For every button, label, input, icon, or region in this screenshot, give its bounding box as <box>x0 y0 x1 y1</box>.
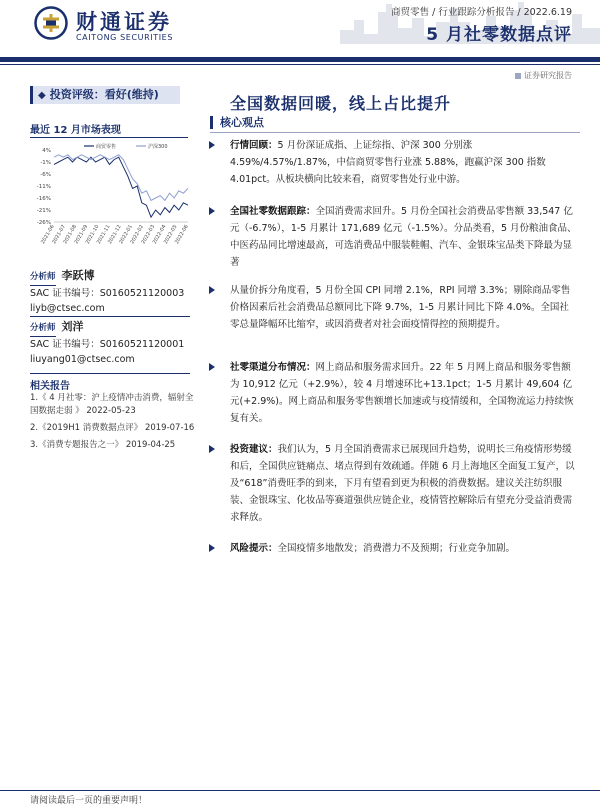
performance-rule <box>30 137 188 138</box>
x-tick-label: 2021-12 <box>107 224 123 246</box>
related-reports-title: 相关报告 <box>30 381 70 392</box>
x-tick-label: 2021-07 <box>51 224 67 246</box>
para-retail-tracking <box>209 203 577 271</box>
para-body: 全国疫情多地散发；消费潜力不及预期；行业竞争加剧。 <box>277 543 516 554</box>
market-performance-chart <box>26 140 194 262</box>
para-channel <box>209 359 577 427</box>
bullet-icon <box>209 207 215 215</box>
bullet-icon <box>209 141 215 149</box>
y-tick-label: 4% <box>42 148 51 154</box>
tag-square-icon <box>515 73 521 79</box>
report-title: 5 月社零数据点评 <box>426 25 572 45</box>
analyst-separator <box>30 316 190 317</box>
analyst-1-label: 分析师 <box>30 270 56 286</box>
x-tick-label: 2022-04 <box>151 224 168 246</box>
bullet-icon <box>209 286 215 294</box>
analyst-2-name: 刘洋 <box>61 320 84 333</box>
para-head: 全国社零数据跟踪： <box>230 206 316 217</box>
rating-text: 投资评级：看好(维持) <box>49 88 159 101</box>
x-tick-label: 2021-09 <box>73 224 90 246</box>
investment-rating <box>30 86 180 104</box>
para-body: 全国消费需求回升。5 月份全国社会消费品零售额 33,547 亿元（-6.7%），1-5 月累计 171,689 亿元（-1.5%）。分品类看，5 月份粮油食品、中医药品同比增速最高，可选消费品中服装鞋帽、汽车、金银珠宝品类下降最为显著 <box>230 206 577 268</box>
analyst-2-sac: SAC 证书编号：S0160521120001 <box>30 339 185 350</box>
y-tick-label: -1% <box>40 160 51 166</box>
related-reports-list <box>30 392 198 456</box>
para-head: 行情回顾： <box>230 140 278 151</box>
related-separator <box>30 373 190 374</box>
caitong-logo-icon <box>34 6 68 40</box>
y-tick-label: -11% <box>36 184 51 190</box>
key-views-title: 核心观点 <box>210 116 264 129</box>
analyst-2 <box>30 319 190 367</box>
para-investment-advice <box>209 441 577 526</box>
report-type-tag <box>515 70 572 81</box>
x-tick-label: 2022-03 <box>140 224 157 246</box>
para-body: 网上商品和服务需求回升。22 年 5 月网上商品和服务零售额为 10,912 亿元（+2.9%），较 4 月增速环比+13.1pct；1-5 月累计 49,604 亿元(+2.9%)。网上商品和服务零售额增长加速或与疫情缓和，全国物流运力持续恢复有关。 <box>230 362 574 424</box>
diamond-icon: ◆ <box>38 90 46 101</box>
para-body: 从量价拆分角度看，5 月份全国 CPI 同增 2.1%，RPI 同增 3.3%；剔除商品零售价格因素后社会消费品总额同比下降 9.7%，1-5 月累计同比下降 4.0%。全国社零总量降幅环比缩窄，或因消费者对社会面疫情得控的预期提升。 <box>230 285 571 330</box>
related-report-2[interactable]: 2.《2019H1 消费数据点评》 2019-07-16 <box>30 423 195 433</box>
report-type-label: 证券研究报告 <box>524 71 572 80</box>
page-header <box>0 0 600 62</box>
analyst-1-sac: SAC 证书编号：S0160521120003 <box>30 288 185 299</box>
analyst-2-email[interactable]: liuyang01@ctsec.com <box>30 354 135 365</box>
para-head: 社零渠道分布情况： <box>230 362 316 373</box>
y-tick-label: -26% <box>36 220 51 226</box>
analyst-1 <box>30 268 190 316</box>
bullet-icon <box>209 363 215 371</box>
x-tick-label: 2022-01 <box>118 224 134 246</box>
y-tick-label: -6% <box>40 172 51 178</box>
footer-rule <box>0 790 600 791</box>
para-head: 风险提示： <box>230 543 278 554</box>
x-tick-label: 2022-02 <box>129 224 146 246</box>
para-market-review <box>209 137 577 188</box>
key-views-rule <box>210 132 580 133</box>
related-report-1[interactable]: 1.《 4 月社零：沪上疫情冲击消费，辐射全国数据走弱 》 2022-05-23 <box>30 393 194 416</box>
bullet-icon <box>209 445 215 453</box>
report-meta: 商贸零售 / 行业跟踪分析报告 / 2022.6.19 <box>391 7 572 18</box>
x-tick-label: 2021-11 <box>95 224 112 246</box>
y-tick-label: -21% <box>36 208 51 214</box>
para-risk <box>209 540 577 557</box>
footer-note: 请阅读最后一页的重要声明！ <box>30 796 148 806</box>
header-rule-thin <box>0 64 600 65</box>
brand-name-en: CAITONG SECURITIES <box>76 33 173 42</box>
x-tick-label: 2022-06 <box>174 224 190 246</box>
x-tick-label: 2021-10 <box>84 224 101 246</box>
series-line-商贸零售 <box>54 157 188 217</box>
para-head: 投资建议： <box>230 444 278 455</box>
bullet-icon <box>209 544 215 552</box>
x-tick-label: 2021-06 <box>40 224 56 246</box>
analyst-2-label: 分析师 <box>30 321 56 337</box>
related-report-3[interactable]: 3.《消费专题报告之一》 2019-04-25 <box>30 440 176 450</box>
x-tick-label: 2022-05 <box>162 224 179 246</box>
legend-label: 商贸零售 <box>96 144 117 150</box>
brand-name-cn: 财通证券 <box>76 10 172 34</box>
para-volume-price <box>209 282 577 333</box>
x-tick-label: 2021-08 <box>62 224 79 246</box>
main-title: 全国数据回暖，线上占比提升 <box>230 94 452 113</box>
analyst-1-email[interactable]: liyb@ctsec.com <box>30 303 105 314</box>
performance-title: 最近 12 月市场表现 <box>30 125 121 136</box>
para-body: 5 月份深证成指、上证综指、沪深 300 分别涨 4.59%/4.57%/1.87%，中信商贸零售行业涨 5.88%，跑赢沪深 300 指数 4.01pct。从板块横向比较来看，商贸零售处行业中游。 <box>230 140 546 185</box>
analyst-1-name: 李跃博 <box>61 269 95 282</box>
para-body: 我们认为，5 月全国消费需求已展现回升趋势，说明长三角疫情形势缓和后，全国供应链痛点、堵点得到有效疏通。伴随 6 月上海地区全面复工复产，以及“618”消费旺季的到来，下月有望看到更为积极的消费数据。建议关注纺织服装、金银珠宝、化妆品等赛道强供应链企业，疫情管控解除后有望充分受益消费需求释放。 <box>230 444 575 523</box>
legend-label: 沪深300 <box>148 144 168 150</box>
header-rule-thick <box>0 57 600 62</box>
y-tick-label: -16% <box>36 196 51 202</box>
